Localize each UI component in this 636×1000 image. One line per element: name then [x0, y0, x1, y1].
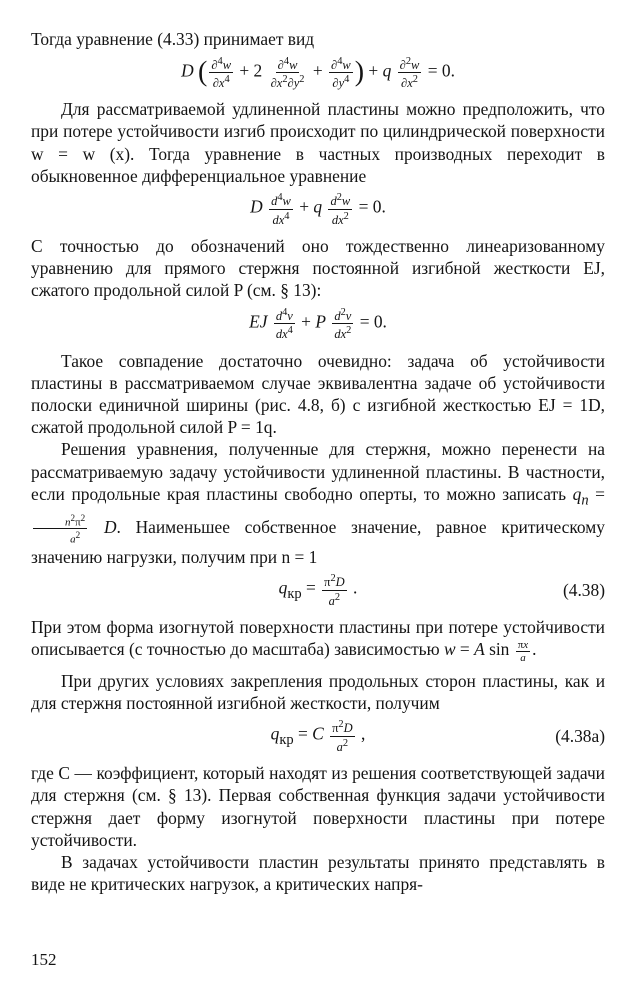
- inline-formula-w: w = A sin $\frac{\pi x}{a}$ .: [443, 638, 537, 664]
- paragraph-2: Для рассматриваемой удлиненной пластины можно предположить, что при потере устойчивости изгиб происходит по цилиндрической поверхности w = w (x). Тогда уравнение в частных производных переходит в обыкновенное дифференциальное уравнение: [31, 99, 605, 186]
- paragraph-3: С точностью до обозначений оно тождественно линеаризованному уравнению для прямого стержня постоянной изгибной жесткости EJ, сжатого продольной силой P (см. § 13):: [31, 236, 605, 301]
- paragraph-6: [31, 616, 605, 664]
- paragraph-9: В задачах устойчивости пластин результаты принято представлять в виде не критических нагрузок, а критических напря-: [31, 851, 605, 895]
- page-body: [31, 28, 605, 895]
- inline-formula-qn: $q_n$ = $\frac{n^2\pi^2}{a^2}$ D.: [31, 484, 605, 537]
- equation-4-38: $q_{кр}$ = $\frac{\pi^2D}{a^2}$ . (4.38): [278, 573, 605, 608]
- paragraph-1: Тогда уравнение (4.33) принимает вид: [31, 29, 315, 49]
- page-number: 152: [31, 950, 57, 969]
- paragraph-5-end: Наименьшее собственное значение, равное критическому значению нагрузки, получим при n = 1: [31, 516, 605, 567]
- equation-plate-ode: D $\frac{d^4w}{dx^4}$ + q $\frac{d^2w}{dx^2}$ = 0.: [250, 192, 386, 227]
- paragraph-7: При других условиях закрепления продольных сторон пластины, как и для стержня постоянной изгибной жесткости, получим: [31, 670, 605, 713]
- paragraph-4: Такое совпадение достаточно очевидно: задача об устойчивости пластины в рассматриваемом случае эквивалентна задаче об устойчивости полоски единичной ширины (рис. 4.8, б) с изгибной жесткостью EJ = 1D, сжатой продольной силой P = 1q.: [31, 350, 605, 438]
- paragraph-5: [31, 438, 605, 568]
- equation-plate-pde: D ( $\frac{\partial^4w}{\partial x^4}$ + 2 $\frac{\partial^4w}{\partial x^2\partial y^2}$ + $\frac{\partial^4w}{\partial y^4}$ ) + q $\frac{\partial^2w}{\partial x^2}$ = 0.: [181, 55, 455, 90]
- paragraph-5-start: Решения уравнения, полученные для стержня, можно перенести на рассматриваемую задачу устойчивости удлиненной пластины. В частности, если продольные края пластины свободно оперты, то можно записать: [31, 439, 605, 504]
- paragraph-8: где C — коэффициент, который находят из решения соответствующей задачи для стержня (см. § 13). Первая собственная функция задачи устойчивости стержня дает форму изогнутой поверхности пластины при потере устойчивости.: [31, 763, 605, 850]
- equation-rod-ode: EJ $\frac{d^4v}{dx^4}$ + P $\frac{d^2v}{dx^2}$ = 0.: [249, 306, 387, 342]
- equation-number-4-38: (4.38): [562, 579, 605, 600]
- equation-4-38a: $q_{кр} = C$ $\frac{\pi^2D}{a^2}$ , (4.38а): [270, 719, 605, 754]
- equation-number-4-38a: (4.38а): [555, 726, 605, 747]
- paragraph-6-start: При этом форма изогнутой поверхности пластины при потере устойчивости описывается (с точностью до масштаба) зависимостью: [31, 617, 605, 660]
